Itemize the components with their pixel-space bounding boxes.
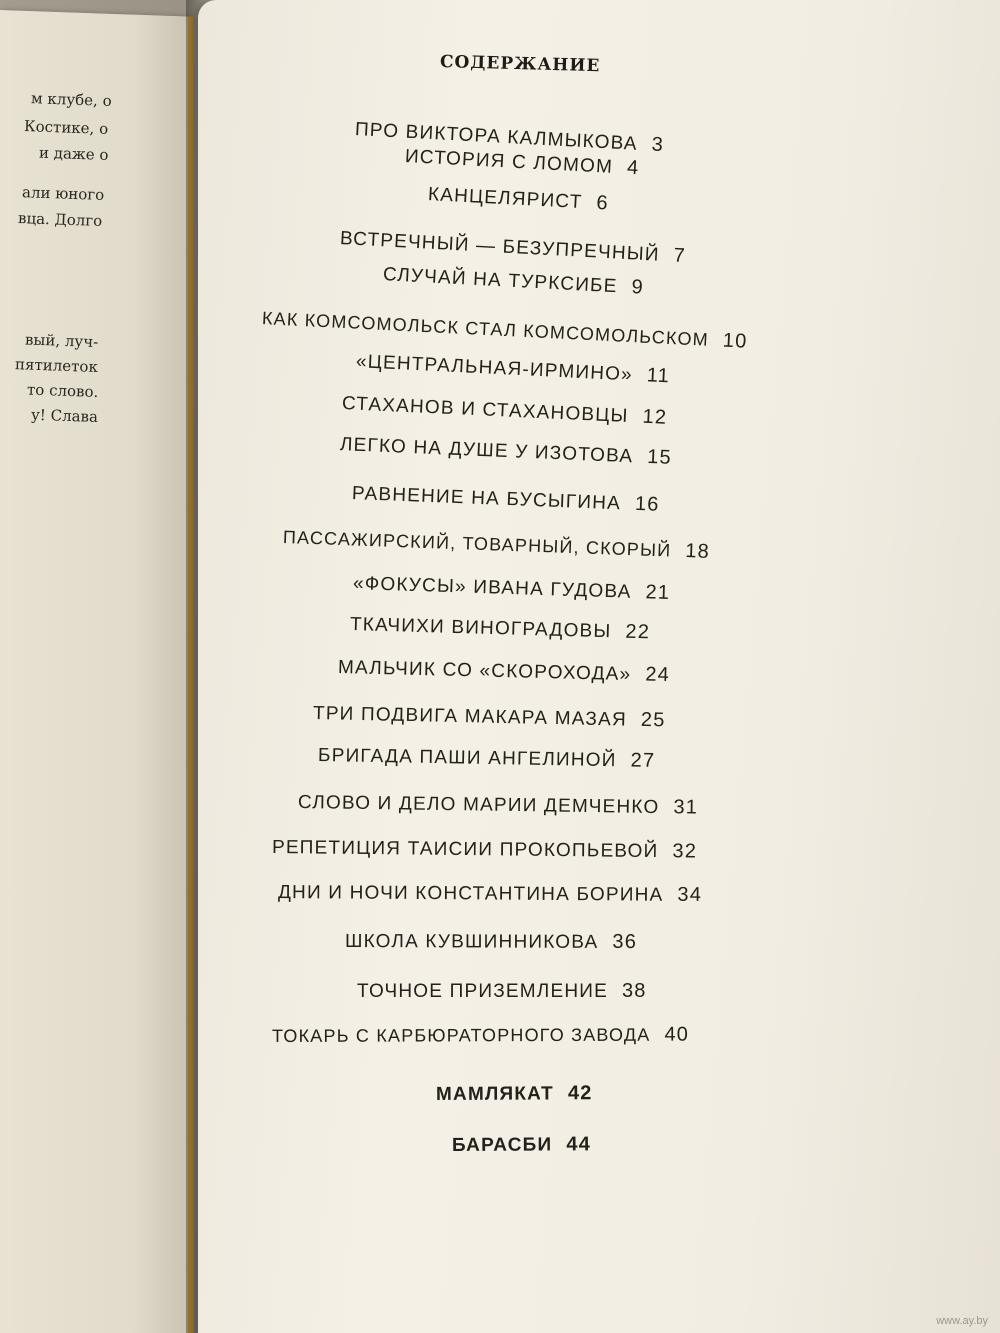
toc-entry-label: РАВНЕНИЕ НА БУСЫГИНА [351, 483, 622, 515]
left-page-line: вый, луч- [24, 330, 99, 351]
toc-entry-page: 32 [672, 840, 698, 863]
toc-entry-page: 3 [651, 133, 665, 157]
toc-entry-label: БАРАСБИ [451, 1134, 553, 1156]
toc-entry-label: СЛОВО И ДЕЛО МАРИИ ДЕМЧЕНКО [297, 792, 660, 819]
toc-entry-label: «ФОКУСЫ» ИВАНА ГУДОВА [352, 573, 632, 603]
toc-entry-label: ДНИ И НОЧИ КОНСТАНТИНА БОРИНА [277, 882, 664, 906]
left-page-line: Костике, о [23, 117, 109, 138]
toc-entry-page: 24 [645, 663, 671, 687]
toc-entry-page: 44 [566, 1133, 592, 1156]
toc-entry-page: 31 [673, 796, 699, 819]
toc-entry [345, 930, 637, 954]
toc-entry-label: ТКАЧИХИ ВИНОГРАДОВЫ [349, 614, 612, 643]
toc-entry-label: ШКОЛА КУВШИННИКОВА [344, 931, 599, 953]
toc-entry-page: 11 [646, 364, 671, 388]
toc-entry-page: 22 [625, 620, 651, 644]
toc-entry-page: 34 [677, 883, 703, 906]
toc-entry [278, 881, 702, 907]
left-page-line: у! Слава [30, 405, 99, 426]
toc-entry-label: ПАССАЖИРСКИЙ, ТОВАРНЫЙ, СКОРЫЙ [282, 527, 672, 561]
toc-entry-label: БРИГАДА ПАШИ АНГЕЛИНОЙ [317, 745, 617, 772]
toc-entry-page: 12 [642, 405, 668, 429]
toc-entry-label: СТАХАНОВ И СТАХАНОВЦЫ [341, 393, 629, 427]
left-page-line: и даже о [38, 143, 109, 164]
left-page-line: то слово. [26, 380, 99, 401]
toc-entry-page: 16 [634, 492, 661, 516]
toc-entry-page: 15 [646, 445, 673, 469]
toc-title: СОДЕРЖАНИЕ [439, 52, 601, 77]
toc-entry-page: 38 [621, 980, 647, 1002]
toc-entry [436, 1082, 593, 1106]
toc-entry-page: 40 [664, 1023, 690, 1046]
toc-entry-page: 7 [673, 244, 687, 268]
left-page-line: пятилеток [14, 355, 99, 376]
toc-entry-label: ТОКАРЬ С КАРБЮРАТОРНОГО ЗАВОДА [271, 1024, 651, 1046]
toc-entry-label: ЛЕГКО НА ДУШЕ У ИЗОТОВА [339, 434, 634, 468]
watermark: www.ay.by [936, 1315, 988, 1327]
toc-entry-label: ИСТОРИЯ С ЛОМОМ [404, 146, 614, 178]
toc-entry [357, 980, 647, 1003]
toc-entry-page: 27 [630, 749, 656, 772]
toc-entry-label: ВСТРЕЧНЫЙ — БЕЗУПРЕЧНЫЙ [339, 228, 661, 266]
toc-entry-label: РЕПЕТИЦИЯ ТАИСИИ ПРОКОПЬЕВОЙ [271, 837, 659, 863]
left-page-line: вца. Долго [17, 209, 103, 230]
toc-entry-label: ТРИ ПОДВИГА МАКАРА МАЗАЯ [312, 703, 628, 731]
toc-entry [272, 1024, 689, 1048]
toc-entry-page: 10 [722, 329, 749, 353]
toc-entry-page: 36 [612, 930, 638, 954]
toc-entry-page: 4 [626, 156, 640, 180]
left-page-line: али юного [21, 183, 105, 204]
toc-entry-page: 6 [595, 191, 610, 215]
toc-entry-label: СЛУЧАЙ НА ТУРКСИБЕ [382, 264, 619, 298]
toc-entry-label: «ЦЕНТРАЛЬНАЯ-ИРМИНО» [355, 351, 634, 386]
toc-entry [272, 836, 697, 863]
toc-entry-page: 18 [684, 540, 711, 563]
toc-entry-label: МАЛЬЧИК СО «СКОРОХОДА» [337, 657, 632, 686]
toc-entry-label: МАМЛЯКАТ [435, 1083, 555, 1105]
toc-entry-label: ПРО ВИКТОРА КАЛМЫКОВА [354, 119, 639, 155]
toc-entry-label: КАНЦЕЛЯРИСТ [427, 184, 583, 214]
toc-entry-page: 42 [567, 1082, 593, 1105]
toc-entry-page: 9 [631, 276, 645, 299]
toc-entry-label: КАК КОМСОМОЛЬСК СТАЛ КОМСОМОЛЬСКОМ [261, 308, 710, 350]
toc-entry [452, 1133, 591, 1157]
toc-entry-page: 21 [645, 581, 671, 604]
toc-entry-label: ТОЧНОЕ ПРИЗЕМЛЕНИЕ [357, 981, 608, 1002]
left-page-line: м клубе, о [31, 89, 113, 110]
toc-entry-page: 25 [640, 708, 666, 732]
